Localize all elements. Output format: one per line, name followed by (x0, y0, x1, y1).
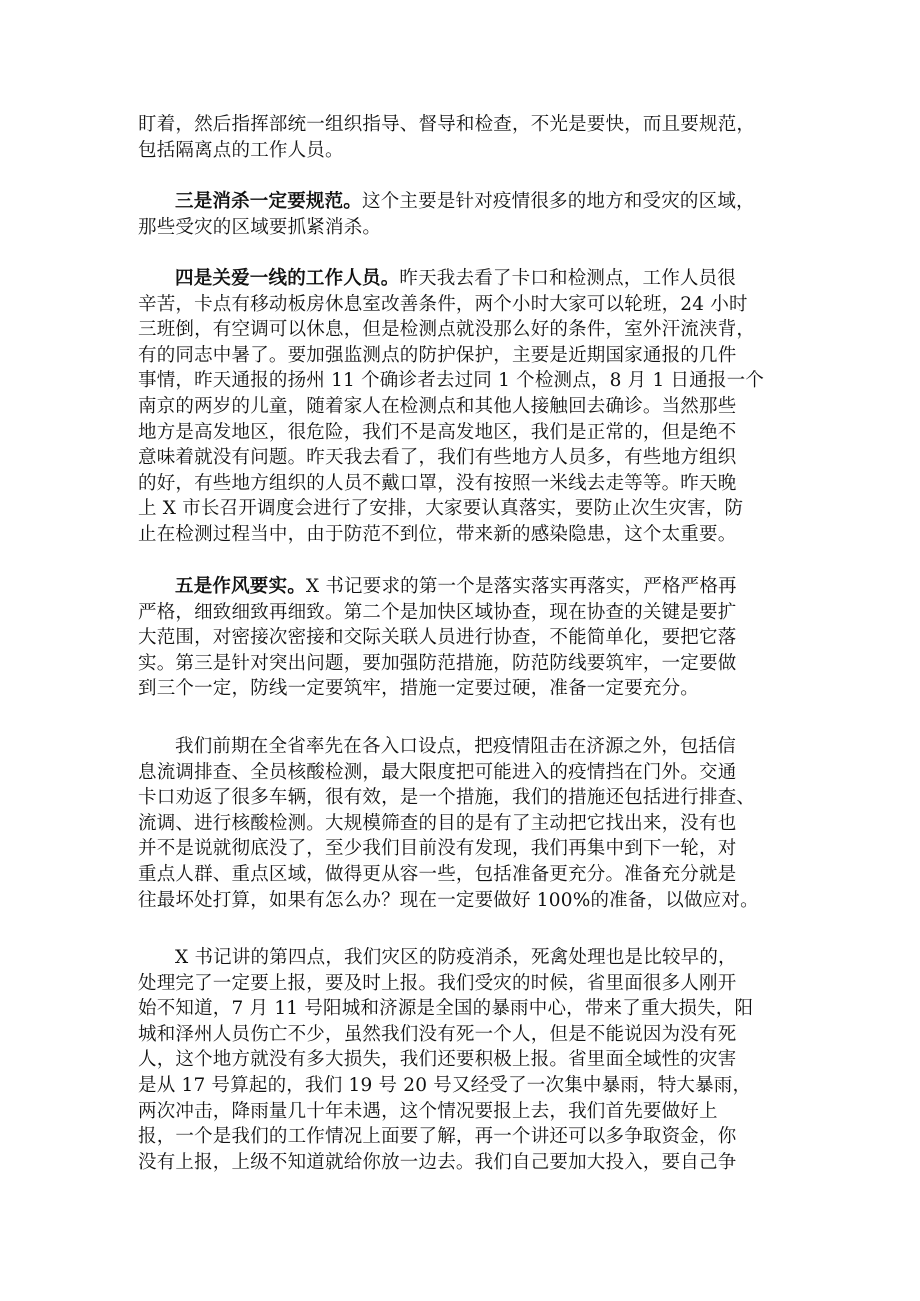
text-line: 盯着，然后指挥部统一组织指导、督导和检查，不光是要快，而且要规范， (138, 114, 756, 135)
text-line: 是从 17 号算起的，我们 19 号 20 号又经受了一次集中暴雨，特大暴雨， (138, 1074, 752, 1096)
text-line: 包括隔离点的工作人员。 (138, 139, 344, 161)
text-line: 城和泽州人员伤亡不少，虽然我们没有死一个人，但是不能说因为没有死 (138, 1023, 737, 1045)
paragraph-6 (138, 945, 798, 1175)
text-line: 大范围，对密接次密接和交际关联人员进行协查，不能简单化，要把它落 (138, 627, 737, 649)
text-line: 地方是高发地区，很危险，我们不是高发地区，我们是正常的，但是绝不 (138, 421, 737, 443)
text-line: 报，一个是我们的工作情况上面要了解，再一个讲还可以多争取资金，你 (138, 1126, 737, 1148)
paragraph-4 (138, 574, 798, 702)
text-segment: 这个主要是针对疫情很多的地方和受灾的区域， (362, 191, 755, 212)
text-line (138, 574, 798, 600)
text-line: 事情，昨天通报的扬州 11 个确诊者去过同 1 个检测点，8 月 1 日通报一个 (138, 370, 765, 392)
text-line: 的好，有些地方组织的人员不戴口罩，没有按照一米线去走等等。昨天晚 (138, 472, 737, 494)
text-line: 意味着就没有问题。昨天我去看了，我们有些地方人员多，有些地方组织 (138, 447, 737, 469)
paragraph-heading: 五是作风要实。 (175, 576, 306, 597)
paragraph-heading: 三是消杀一定要规范。 (175, 191, 363, 212)
text-segment: X 书记讲的第四点，我们灾区的防疫消杀，死禽处理也是比较早的， (175, 947, 737, 968)
text-segment: X 书记要求的第一个是落实落实再落实，严格严格再 (305, 576, 737, 597)
paragraph-1 (138, 112, 798, 163)
paragraph-heading: 四是关爱一线的工作人员。 (175, 268, 400, 289)
text-line: 并不是说就彻底没了，至少我们目前没有发现，我们再集中到下一轮，对 (138, 838, 737, 860)
text-line: 卡口劝返了很多车辆，很有效，是一个措施，我们的措施还包括进行排查、 (138, 787, 756, 809)
text-line (138, 734, 798, 760)
text-line: 严格，细致细致再细致。第二个是加快区域协查，现在协查的关键是要扩 (138, 601, 737, 623)
text-line (138, 266, 798, 292)
text-line: 那些受灾的区域要抓紧消杀。 (138, 216, 382, 238)
text-line: 三班倒，有空调可以休息，但是检测点就没那么好的条件，室外汗流浃背， (138, 319, 756, 341)
text-line: 息流调排查、全员核酸检测，最大限度把可能进入的疫情挡在门外。交通 (138, 761, 737, 783)
text-line: 到三个一定，防线一定要筑牢，措施一定要过硬，准备一定要充分。 (138, 678, 700, 700)
text-line: 人，这个地方就没有多大损失，我们还要积极上报。省里面全域性的灾害 (138, 1049, 737, 1071)
paragraph-2 (138, 189, 798, 240)
text-line: 往最坏处打算，如果有怎么办？现在一定要做好 100%的准备，以做应对。 (138, 889, 759, 911)
text-line: 重点人群、重点区域，做得更从容一些，包括准备更充分。准备充分就是 (138, 863, 737, 885)
text-line: 流调、进行核酸检测。大规模筛查的目的是有了主动把它找出来，没有也 (138, 812, 737, 834)
text-line: 实。第三是针对突出问题，要加强防范措施，防范防线要筑牢，一定要做 (138, 652, 737, 674)
text-line: 处理完了一定要上报，要及时上报。我们受灾的时候，省里面很多人刚开 (138, 972, 737, 994)
text-segment: 我们前期在全省率先在各入口设点，把疫情阻击在济源之外，包括信 (175, 736, 737, 757)
paragraph-5 (138, 734, 798, 913)
text-line (138, 189, 798, 215)
text-line: 有的同志中暑了。要加强监测点的防护保护，主要是近期国家通报的几件 (138, 344, 737, 366)
text-line: 没有上报，上级不知道就给你放一边去。我们自己要加大投入，要自己争 (138, 1151, 737, 1173)
text-line: 上 X 市长召开调度会进行了安排，大家要认真落实，要防止次生灾害，防 (138, 498, 744, 520)
text-line (138, 945, 798, 971)
text-line: 辛苦，卡点有移动板房休息室改善条件，两个小时大家可以轮班，24 小时 (138, 293, 748, 315)
text-line: 止在检测过程当中，由于防范不到位，带来新的感染隐患，这个太重要。 (138, 523, 737, 545)
text-line: 始不知道，7 月 11 号阳城和济源是全国的暴雨中心，带来了重大损失，阳 (138, 998, 754, 1020)
text-line: 南京的两岁的儿童，随着家人在检测点和其他人接触回去确诊。当然那些 (138, 395, 737, 417)
text-line: 两次冲击，降雨量几十年未遇，这个情况要报上去，我们首先要做好上 (138, 1100, 718, 1122)
paragraph-3 (138, 266, 798, 548)
text-segment: 昨天我去看了卡口和检测点，工作人员很 (399, 268, 737, 289)
